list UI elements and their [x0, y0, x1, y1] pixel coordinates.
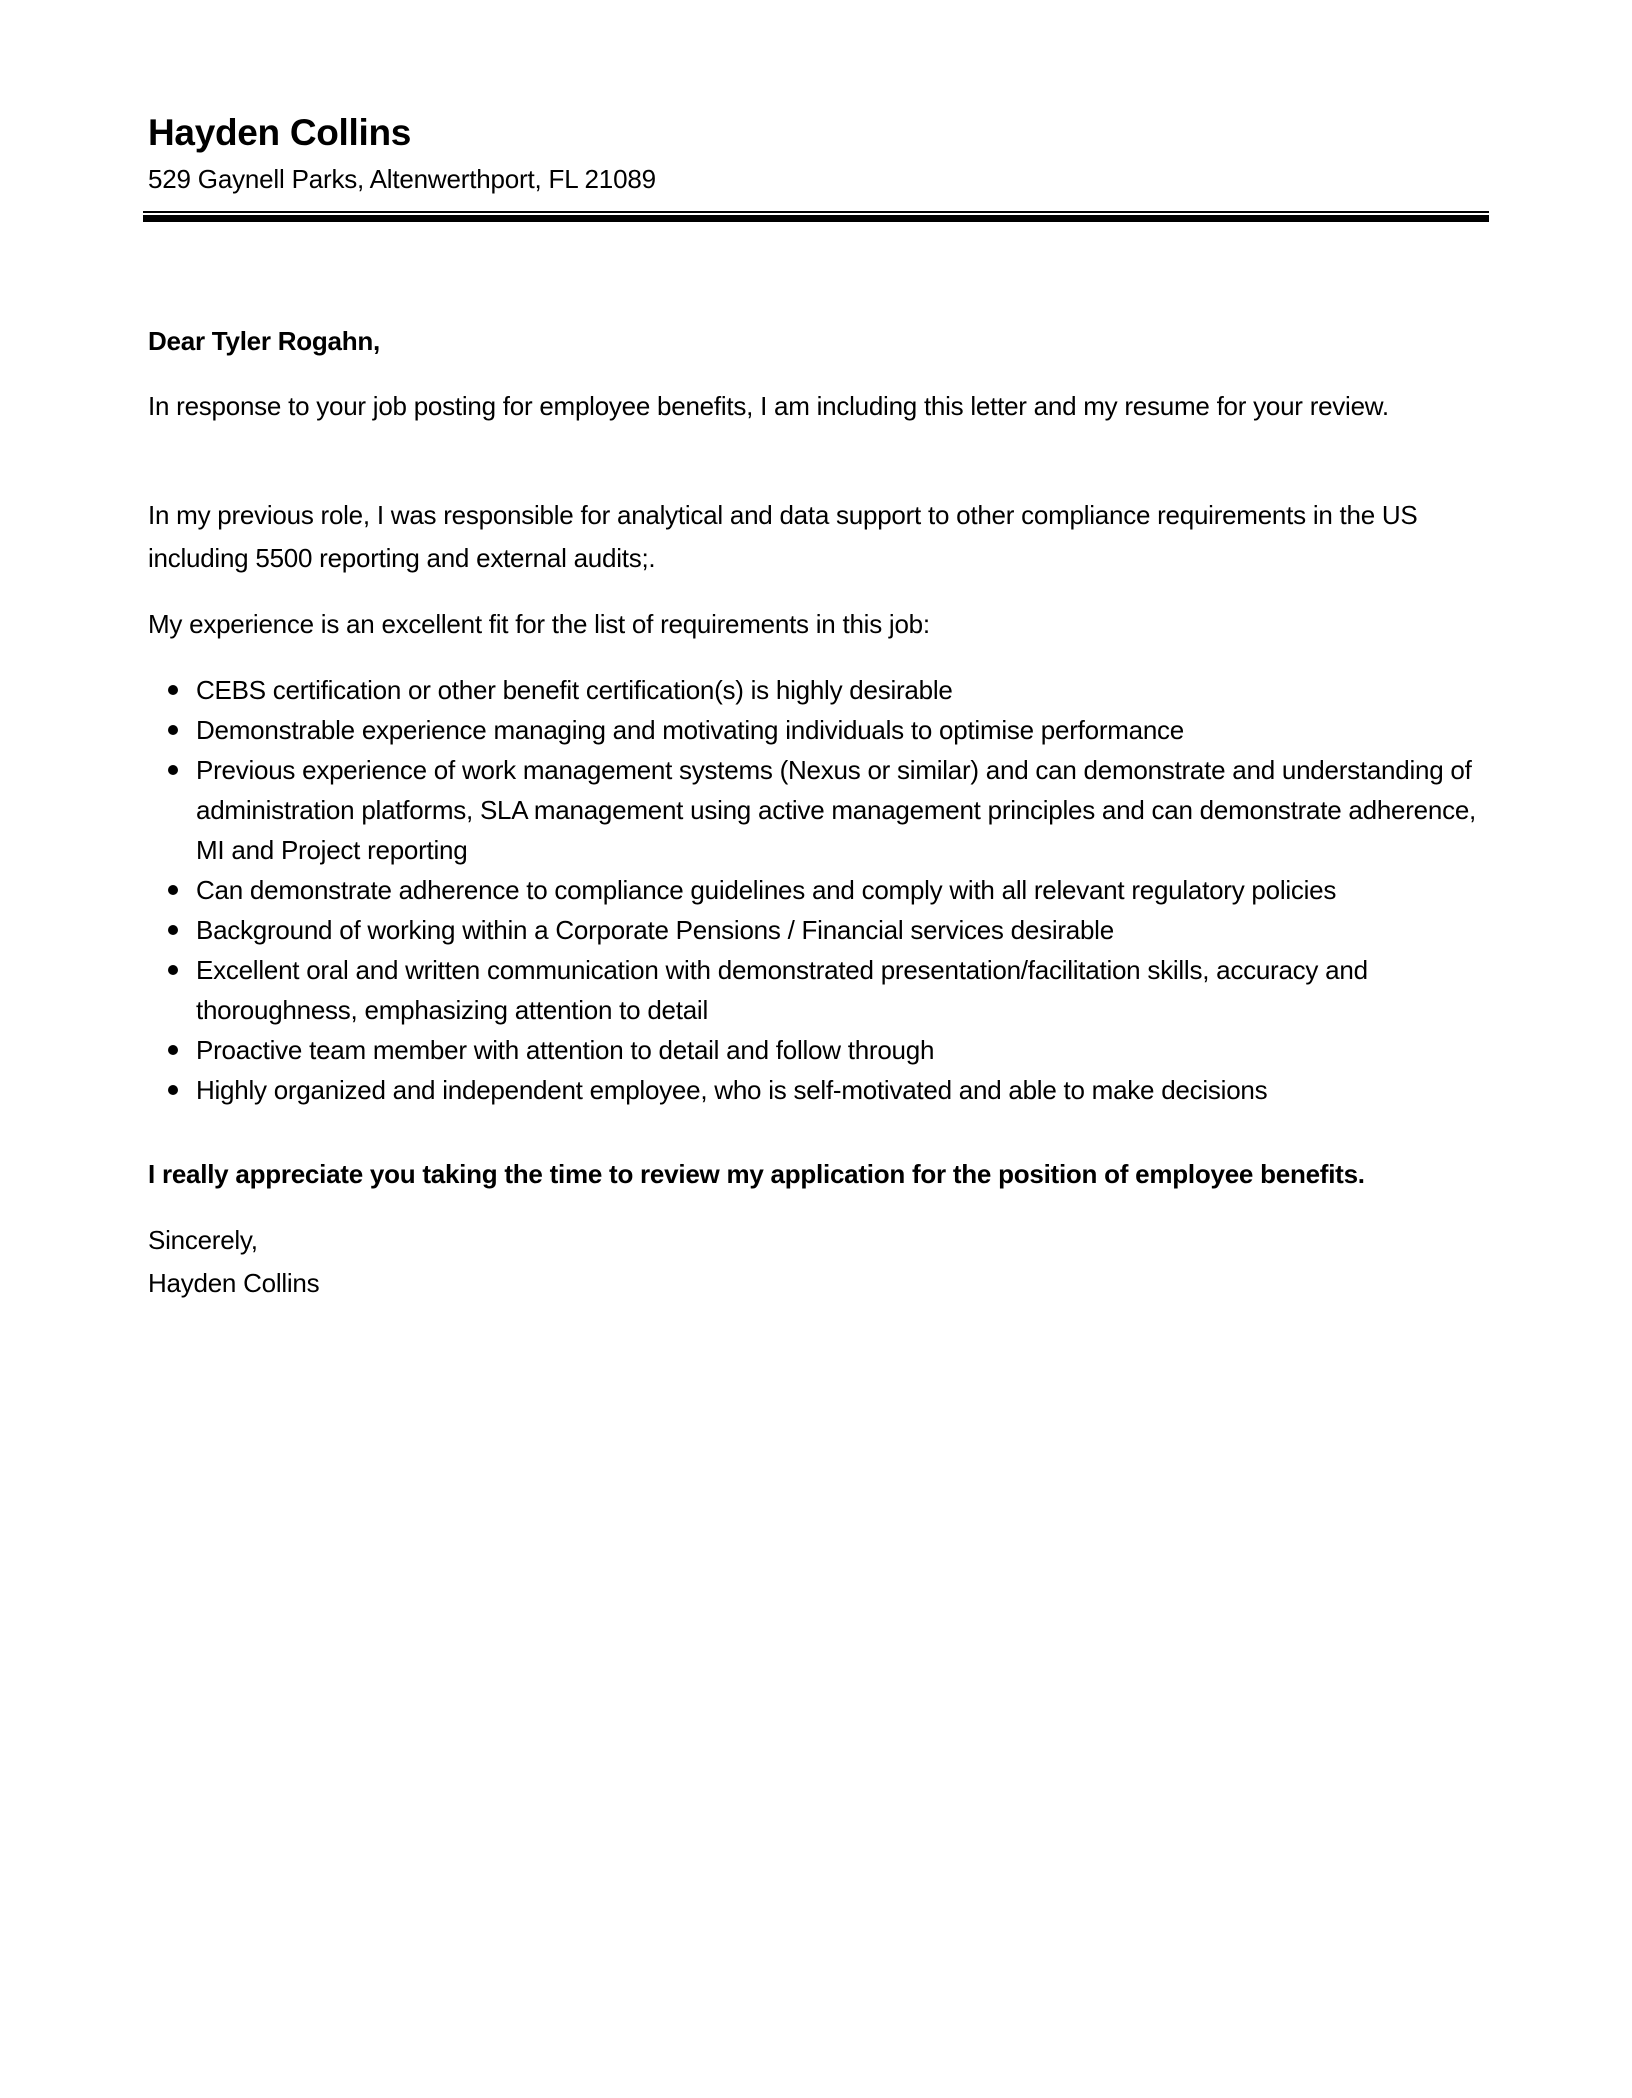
signoff: Sincerely,: [148, 1225, 258, 1255]
list-item-text: Demonstrable experience managing and motivating individuals to optimise performance: [196, 715, 1185, 745]
bullet-icon: [168, 965, 178, 975]
requirements-intro: My experience is an excellent fit for the list of requirements in this job:: [148, 609, 930, 639]
bullet-icon: [168, 885, 178, 895]
list-item-text: Previous experience of work management systems (Nexus or similar) and can demonstrate and understanding of administration platforms, SLA management using active management principles and can demonstrate adherence, MI and Project reporting: [196, 755, 1477, 865]
bullet-icon: [168, 765, 178, 775]
bullet-icon: [168, 725, 178, 735]
list-item-text: Highly organized and independent employee, who is self-motivated and able to make decisions: [196, 1075, 1268, 1105]
list-item: [148, 750, 1493, 870]
list-item-text: Can demonstrate adherence to compliance guidelines and comply with all relevant regulatory policies: [196, 875, 1337, 905]
sender-name: Hayden Collins: [148, 112, 412, 153]
sender-address: 529 Gaynell Parks, Altenwerthport, FL 21089: [148, 164, 656, 194]
header-divider-thick: [143, 215, 1489, 222]
bullet-icon: [168, 1085, 178, 1095]
signature-name: Hayden Collins: [148, 1268, 320, 1298]
list-item-text: CEBS certification or other benefit certification(s) is highly desirable: [196, 675, 953, 705]
list-item: [148, 910, 1493, 950]
list-item: [148, 710, 1493, 750]
list-item: [148, 670, 1493, 710]
list-item-text: Background of working within a Corporate Pensions / Financial services desirable: [196, 915, 1114, 945]
list-item-text: Proactive team member with attention to detail and follow through: [196, 1035, 935, 1065]
header-divider-thin: [143, 211, 1489, 213]
requirements-list: [148, 670, 1493, 1110]
list-item: [148, 1070, 1493, 1110]
greeting: Dear Tyler Rogahn,: [148, 326, 380, 356]
list-item-text: Excellent oral and written communication with demonstrated presentation/facilitation skills, accuracy and thoroughness, emphasizing attention to detail: [196, 955, 1368, 1025]
list-item: [148, 870, 1493, 910]
bullet-icon: [168, 1045, 178, 1055]
experience-paragraph: In my previous role, I was responsible for analytical and data support to other compliance requirements in the US including 5500 reporting and external audits;.: [148, 500, 1418, 573]
bullet-icon: [168, 925, 178, 935]
bullet-icon: [168, 685, 178, 695]
list-item: [148, 950, 1493, 1030]
list-item: [148, 1030, 1493, 1070]
intro-paragraph: In response to your job posting for employee benefits, I am including this letter and my resume for your review.: [148, 391, 1389, 421]
closing-statement: I really appreciate you taking the time to review my application for the position of employee benefits.: [148, 1159, 1365, 1189]
